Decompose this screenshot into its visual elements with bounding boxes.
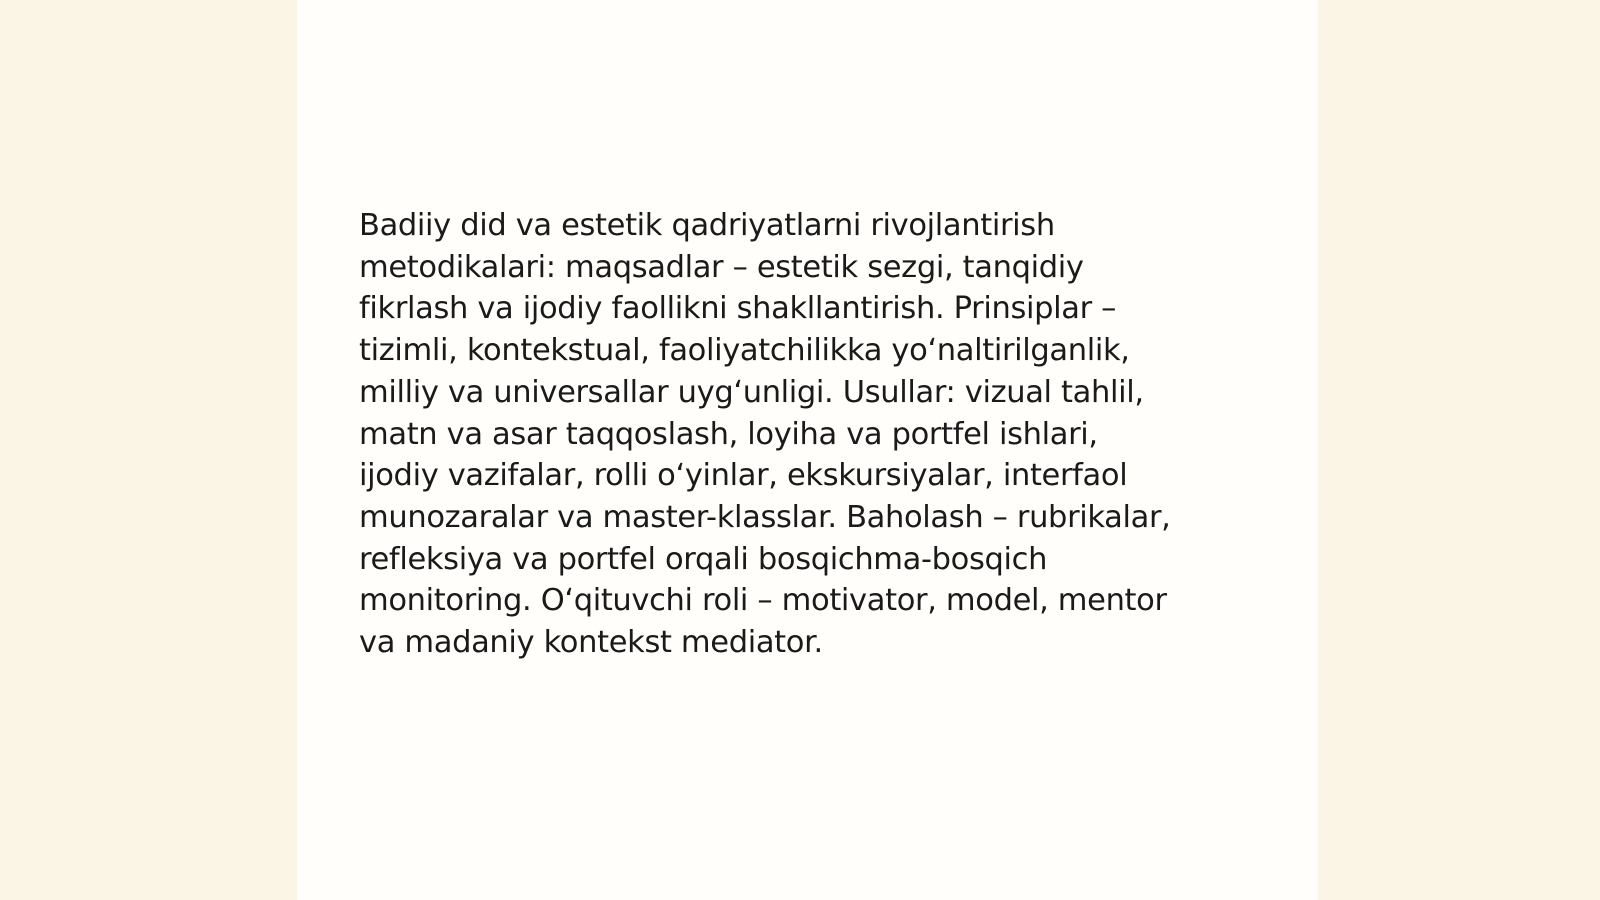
slide-body-text: [359, 205, 1259, 664]
text-line: ijodiy vazifalar, rolli oʻyinlar, ekskursiyalar, interfaol: [359, 458, 1128, 494]
left-margin: [0, 0, 297, 900]
slide-canvas: [297, 0, 1318, 900]
text-line: milliy va universallar uygʻunligi. Usullar: vizual tahlil,: [359, 374, 1144, 410]
text-line: matn va asar taqqoslash, loyiha va portfel ishlari,: [359, 416, 1098, 452]
text-line: fikrlash va ijodiy faollikni shakllantirish. Prinsiplar –: [359, 291, 1117, 327]
text-line: va madaniy kontekst mediator.: [359, 625, 823, 661]
text-line: Badiiy did va estetik qadriyatlarni rivojlantirish: [359, 208, 1055, 243]
text-line: monitoring. Oʻqituvchi roli – motivator, model, mentor: [359, 583, 1167, 619]
text-line: metodikalari: maqsadlar – estetik sezgi, tanqidiy: [359, 249, 1084, 285]
text-line: refleksiya va portfel orqali bosqichma-bosqich: [359, 541, 1048, 577]
text-line: tizimli, kontekstual, faoliyatchilikka yoʻnaltirilganlik,: [359, 333, 1130, 369]
right-margin: [1318, 0, 1600, 900]
text-line: munozaralar va master-klasslar. Baholash – rubrikalar,: [359, 499, 1171, 535]
